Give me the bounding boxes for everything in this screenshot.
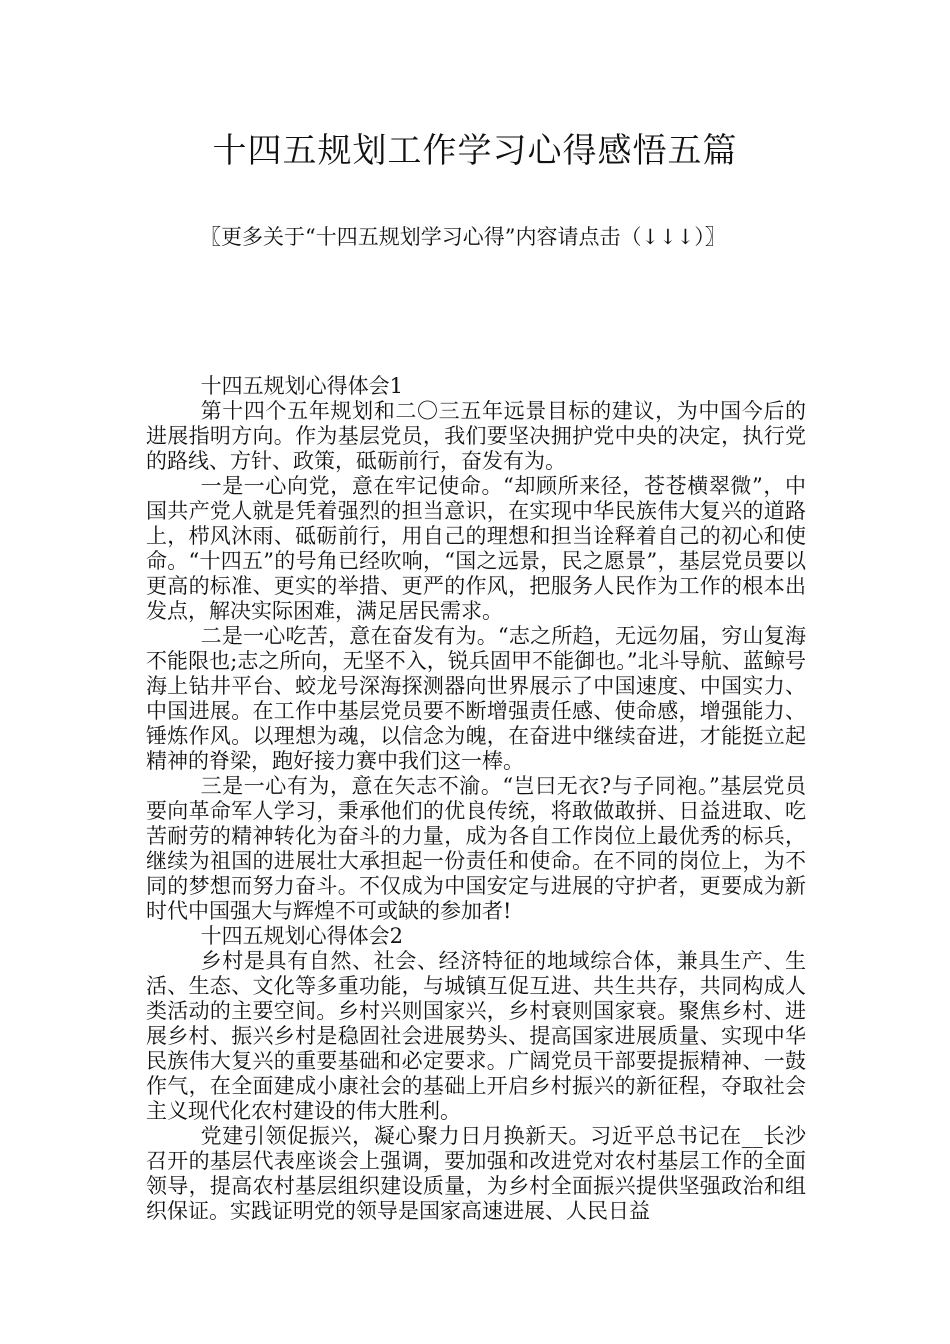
document-body — [146, 374, 806, 1224]
body-paragraph: 党建引领促振兴，凝心聚力日月换新天。习近平总书记在__长沙召开的基层代表座谈会上强调，要加强和改进党对农村基层工作的全面领导，提高农村基层组织建设质量，为乡村全面振兴提供坚强政治和组织保证。实践证明党的领导是国家高速进展、人民日益 — [146, 1124, 806, 1223]
section-heading-1: 十四五规划心得体会1 — [200, 374, 403, 398]
body-paragraph: 第十四个五年规划和二〇三五年远景目标的建议，为中国今后的进展指明方向。作为基层党员，我们要坚决拥护党中央的决定，执行党的路线、方针、政策，砥砺前行，奋发有为。 — [146, 399, 806, 473]
body-paragraph: 三是一心有为，意在矢志不渝。“岂曰无衣?与子同袍。”基层党员要向革命军人学习，秉承他们的优良传统，将敢做敢拼、日益进取、吃苦耐劳的精神转化为奋斗的力量，成为各自工作岗位上最优秀的标兵，继续为祖国的进展壮大承担起一份责任和使命。在不同的岗位上，为不同的梦想而努力奋斗。不仅成为中国安定与进展的守护者，更要成为新时代中国强大与辉煌不可或缺的参加者! — [146, 774, 806, 923]
section-heading-2: 十四五规划心得体会2 — [200, 924, 403, 948]
document-title: 十四五规划工作学习心得感悟五篇 — [212, 131, 738, 171]
body-paragraph: 二是一心吃苦，意在奋发有为。“志之所趋，无远勿届，穷山复海不能限也;志之所向，无坚不入，锐兵固甲不能御也。”北斗导航、蓝鲸号海上钻井平台、蛟龙号深海探测器向世界展示了中国速度、中国实力、中国进展。在工作中基层党员要不断增强责任感、使命感，增强能力、锤炼作风。以理想为魂，以信念为魄，在奋进中继续奋进，才能挺立起精神的脊梁，跑好接力赛中我们这一棒。 — [146, 624, 806, 773]
more-content-link[interactable]: 〖更多关于“十四五规划学习心得”内容请点击（↓↓↓）〗 — [200, 225, 726, 249]
body-paragraph: 乡村是具有自然、社会、经济特征的地域综合体，兼具生产、生活、生态、文化等多重功能，与城镇互促互进、共生共存，共同构成人类活动的主要空间。乡村兴则国家兴，乡村衰则国家衰。聚焦乡村、进展乡村、振兴乡村是稳固社会进展势头、提高国家进展质量、实现中华民族伟大复兴的重要基础和必定要求。广阔党员干部要提振精神、一鼓作气，在全面建成小康社会的基础上开启乡村振兴的新征程，夺取社会主义现代化农村建设的伟大胜利。 — [146, 949, 806, 1123]
body-paragraph: 一是一心向党，意在牢记使命。“却顾所来径，苍苍横翠微”，中国共产党人就是凭着强烈的担当意识，在实现中华民族伟大复兴的道路上，栉风沐雨、砥砺前行，用自己的理想和担当诠释着自己的初心和使命。“十四五”的号角已经吹响，“国之远景，民之愿景”，基层党员要以更高的标准、更实的举措、更严的作风，把服务人民作为工作的根本出发点，解决实际困难，满足居民需求。 — [146, 474, 806, 623]
